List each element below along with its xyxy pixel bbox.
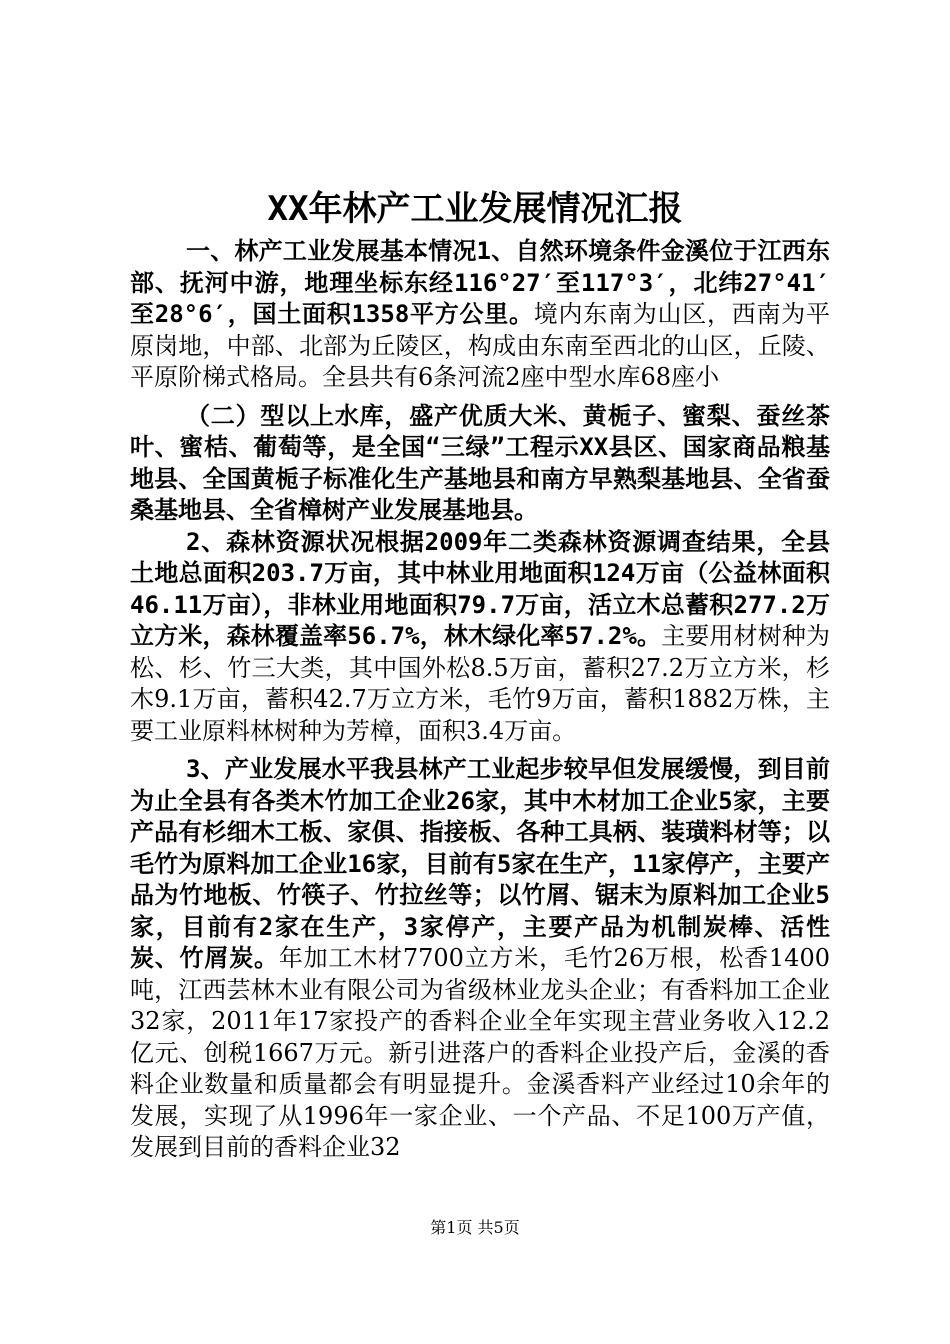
document-title: XX年林产工业发展情况汇报 xyxy=(267,189,683,229)
paragraph-2-bold-text: （二）型以上水库，盛产优质大米、黄栀子、蜜梨、蚕丝茶叶、蜜桔、葡萄等，是全国“三绿”工程示XX县区、国家商品粮基地县、全国黄栀子标准化生产基地县和南方早熟梨基地县、全省蚕桑基地县、全省樟树产业发展基地县。 xyxy=(130,401,830,524)
paragraph-2 xyxy=(130,401,830,527)
paragraph-3-normal-text: 主要用材树种为松、杉、竹三大类，其中国外松8.5万亩，蓄积27.2万立方米，杉木9.1万亩，蓄积42.7万立方米，毛竹9万亩，蓄积1882万株，主要工业原料林树种为芳樟，面积3.4万亩。 xyxy=(130,622,830,745)
paragraph-4-normal-text: 年加工木材7700立方米，毛竹26万根，松香1400吨，江西芸林木业有限公司为省级林业龙头企业；有香料加工企业32家，2011年17家投产的香料企业全年实现主营业务收入12.2亿元、创税1667万元。新引进落户的香料企业投产后，金溪的香料企业数量和质量都会有明显提升。金溪香料产业经过10余年的发展，实现了从1996年一家企业、一个产品、不足100万产值，发展到目前的香料企业32 xyxy=(130,944,830,1161)
paragraph-4-bold-text: 3、产业发展水平我县林产工业起步较早但发展缓慢，到目前为止全县有各类木竹加工企业26家，其中木材加工企业5家，主要产品有杉细木工板、家俱、指接板、各种工具柄、装璜料材等；以毛竹为原料加工企业16家，目前有5家在生产，11家停产，主要产品为竹地板、竹筷子、竹拉丝等；以竹屑、锯末为原料加工企业5家，目前有2家在生产，3家停产，主要产品为机制炭棒、活性炭、竹屑炭。 xyxy=(130,755,830,972)
paragraph-1-normal-text: 境内东南为山区，西南为平原岗地，中部、北部为丘陵区，构成由东南至西北的山区，丘陵、平原阶梯式格局。全县共有6条河流2座中型水库68座小 xyxy=(130,300,831,391)
paragraph-1 xyxy=(130,236,830,394)
paragraph-3-bold-text: 2、森林资源状况根据2009年二类森林资源调查结果，全县土地总面积203.7万亩，其中林业用地面积124万亩（公益林面积46.11万亩），非林业用地面积79.7万亩，活立木总蓄积277.2万立方米，森林覆盖率56.7%，林木绿化率57.2%。 xyxy=(130,527,830,650)
paragraph-1-bold-text: 一、林产工业发展基本情况1、自然环境条件金溪位于江西东部、抚河中游，地理坐标东经116°27′至117°3′，北纬27°41′至28°6′，国土面积1358平方公里。 xyxy=(130,237,830,328)
paragraph-3 xyxy=(130,527,830,748)
paragraph-4 xyxy=(130,754,830,1164)
document-body xyxy=(130,236,830,1164)
page-footer: 第1页 共5页 xyxy=(430,1218,520,1237)
